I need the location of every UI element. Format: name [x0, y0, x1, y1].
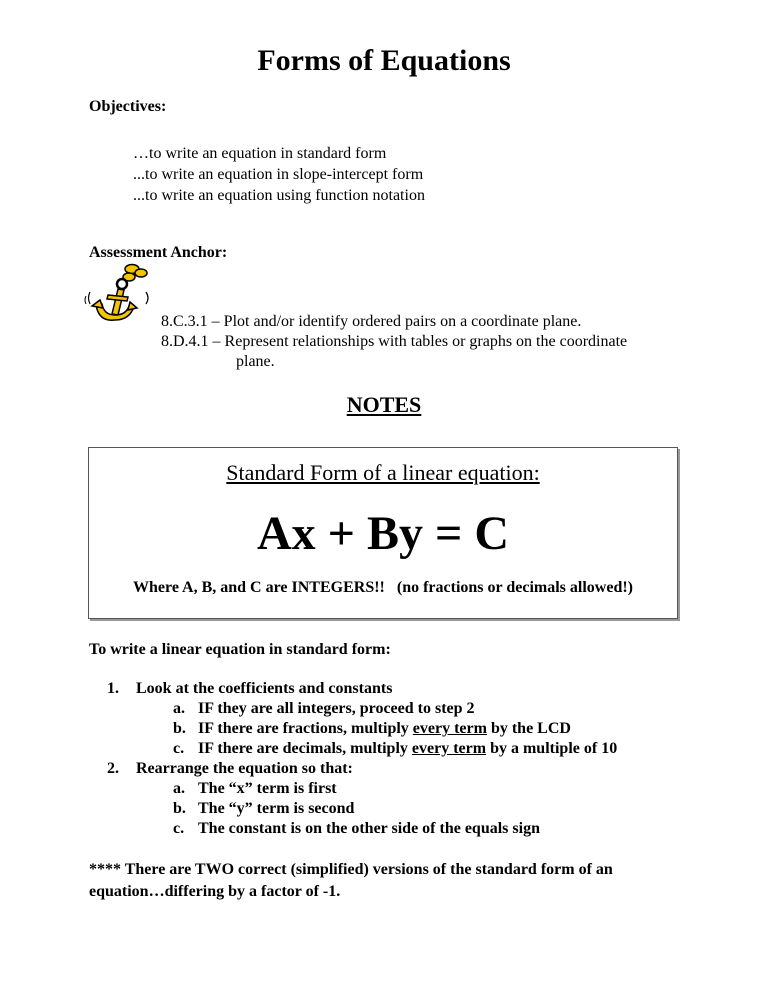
standard-form-formula: Ax + By = C — [256, 507, 510, 560]
standard-form-heading: Standard Form of a linear equation: — [226, 460, 540, 485]
substep-letter: b. — [173, 800, 186, 817]
step-number: 1. — [107, 680, 119, 697]
substep-letter: a. — [173, 780, 185, 797]
notes-heading: NOTES — [346, 392, 422, 417]
assessment-anchor-continuation: plane. — [236, 353, 275, 370]
objectives-heading: Objectives: — [89, 98, 167, 115]
objective-item: ...to write an equation using function notation — [133, 187, 425, 204]
substep-text-part: by a multiple of 10 — [486, 740, 618, 757]
substep-text-part: IF there are fractions, multiply — [198, 720, 413, 737]
standard-form-box — [88, 447, 678, 619]
substep-text-part: by the LCD — [486, 720, 571, 737]
substep-text: IF they are all integers, proceed to step 2 — [198, 700, 475, 717]
substep-text: The “y” term is second — [198, 800, 355, 817]
substep-letter: c. — [173, 820, 185, 837]
step-text: Look at the coefficients and constants — [136, 680, 393, 697]
emphasis-underline: every term — [411, 740, 487, 757]
step-number: 2. — [107, 760, 119, 777]
anchor-icon — [82, 262, 162, 330]
substep-text — [198, 740, 617, 758]
page-title: Forms of Equations — [257, 44, 511, 77]
substep-letter: a. — [173, 700, 185, 717]
assessment-anchor-item: 8.D.4.1 – Represent relationships with tables or graphs on the coordinate — [161, 333, 628, 350]
assessment-anchor-heading: Assessment Anchor: — [89, 244, 228, 261]
step-text: Rearrange the equation so that: — [136, 760, 353, 777]
assessment-anchor-item: 8.C.3.1 – Plot and/or identify ordered pairs on a coordinate plane. — [161, 313, 582, 330]
steps-heading: To write a linear equation in standard form: — [89, 641, 391, 658]
objective-item: …to write an equation in standard form — [133, 145, 387, 162]
footnote: **** There are TWO correct (simplified) versions of the standard form of an equation…differing by a factor of -1. — [89, 861, 613, 900]
emphasis-underline: every term — [412, 720, 487, 737]
substep-text: The constant is on the other side of the equals sign — [198, 820, 540, 837]
substep-text-part: IF there are decimals, multiply — [198, 740, 412, 757]
substep-letter: b. — [173, 720, 186, 737]
objective-item: ...to write an equation in slope-intercept form — [133, 166, 424, 183]
substep-letter: c. — [173, 740, 185, 757]
standard-form-note: Where A, B, and C are INTEGERS!! (no fractions or decimals allowed!) — [133, 579, 633, 596]
substep-text — [198, 720, 571, 738]
substep-text: The “x” term is first — [198, 780, 337, 797]
